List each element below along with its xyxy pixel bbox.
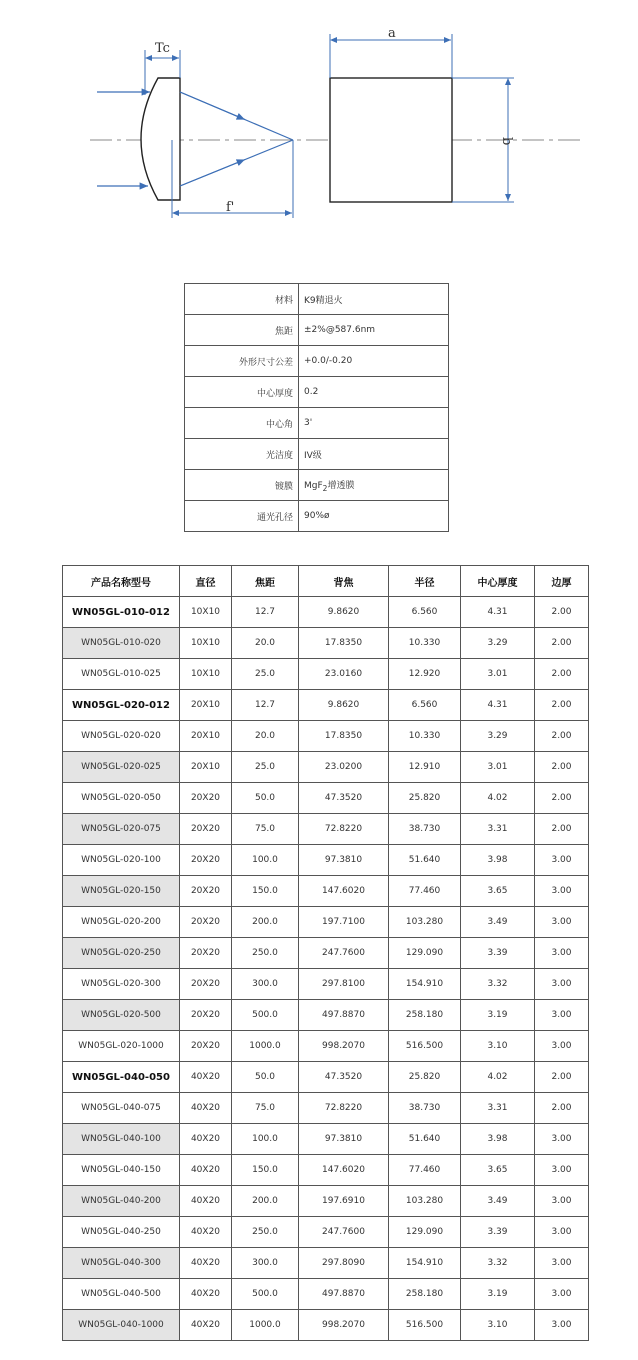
product-table-body bbox=[63, 597, 589, 1341]
table-row bbox=[63, 1124, 589, 1155]
cell-edge-thickness: 2.00 bbox=[535, 628, 589, 659]
cell-edge-thickness: 3.00 bbox=[535, 1000, 589, 1031]
cell-focal-length: 50.0 bbox=[232, 1062, 299, 1093]
cell-model: WN05GL-040-075 bbox=[63, 1093, 180, 1124]
table-row bbox=[63, 1310, 589, 1341]
cell-back-focal: 147.6020 bbox=[299, 876, 389, 907]
cell-edge-thickness: 3.00 bbox=[535, 907, 589, 938]
cell-diameter: 20X20 bbox=[180, 907, 232, 938]
cell-model: WN05GL-010-020 bbox=[63, 628, 180, 659]
cell-edge-thickness: 3.00 bbox=[535, 1279, 589, 1310]
cell-focal-length: 12.7 bbox=[232, 690, 299, 721]
spec-row bbox=[185, 439, 449, 470]
cell-model: WN05GL-020-020 bbox=[63, 721, 180, 752]
cell-diameter: 40X20 bbox=[180, 1062, 232, 1093]
table-row bbox=[63, 814, 589, 845]
cell-edge-thickness: 2.00 bbox=[535, 1093, 589, 1124]
cell-edge-thickness: 3.00 bbox=[535, 845, 589, 876]
cell-back-focal: 72.8220 bbox=[299, 1093, 389, 1124]
spec-value: K9精退火 bbox=[299, 284, 449, 315]
cell-edge-thickness: 2.00 bbox=[535, 814, 589, 845]
cell-diameter: 40X20 bbox=[180, 1217, 232, 1248]
cell-model: WN05GL-020-075 bbox=[63, 814, 180, 845]
cell-focal-length: 20.0 bbox=[232, 721, 299, 752]
cell-edge-thickness: 3.00 bbox=[535, 1124, 589, 1155]
cell-diameter: 40X20 bbox=[180, 1155, 232, 1186]
cell-center-thickness: 3.29 bbox=[461, 721, 535, 752]
cell-model: WN05GL-020-150 bbox=[63, 876, 180, 907]
cell-diameter: 20X10 bbox=[180, 690, 232, 721]
spec-key: 焦距 bbox=[185, 315, 299, 346]
cell-radius: 258.180 bbox=[389, 1279, 461, 1310]
cell-center-thickness: 3.65 bbox=[461, 876, 535, 907]
cell-back-focal: 47.3520 bbox=[299, 1062, 389, 1093]
cell-edge-thickness: 2.00 bbox=[535, 659, 589, 690]
table-row bbox=[63, 659, 589, 690]
cell-focal-length: 250.0 bbox=[232, 938, 299, 969]
cell-center-thickness: 3.32 bbox=[461, 1248, 535, 1279]
spec-key: 材料 bbox=[185, 284, 299, 315]
cell-diameter: 40X20 bbox=[180, 1093, 232, 1124]
table-row bbox=[63, 1062, 589, 1093]
table-row bbox=[63, 1031, 589, 1062]
cell-model: WN05GL-020-050 bbox=[63, 783, 180, 814]
cell-focal-length: 25.0 bbox=[232, 752, 299, 783]
spec-row bbox=[185, 346, 449, 377]
spec-value bbox=[299, 470, 449, 501]
spec-key: 镀膜 bbox=[185, 470, 299, 501]
cell-edge-thickness: 3.00 bbox=[535, 876, 589, 907]
cell-focal-length: 150.0 bbox=[232, 876, 299, 907]
cell-model: WN05GL-010-025 bbox=[63, 659, 180, 690]
cell-center-thickness: 3.29 bbox=[461, 628, 535, 659]
cell-center-thickness: 3.31 bbox=[461, 814, 535, 845]
cell-radius: 154.910 bbox=[389, 969, 461, 1000]
cell-model: WN05GL-020-200 bbox=[63, 907, 180, 938]
cell-edge-thickness: 3.00 bbox=[535, 938, 589, 969]
cell-back-focal: 497.8870 bbox=[299, 1000, 389, 1031]
cell-edge-thickness: 3.00 bbox=[535, 1248, 589, 1279]
cell-edge-thickness: 2.00 bbox=[535, 783, 589, 814]
cell-back-focal: 72.8220 bbox=[299, 814, 389, 845]
cell-back-focal: 197.6910 bbox=[299, 1186, 389, 1217]
cell-back-focal: 17.8350 bbox=[299, 628, 389, 659]
cell-center-thickness: 4.31 bbox=[461, 597, 535, 628]
cell-back-focal: 297.8100 bbox=[299, 969, 389, 1000]
header-center-thickness: 中心厚度 bbox=[461, 566, 535, 597]
cell-back-focal: 47.3520 bbox=[299, 783, 389, 814]
spec-value: +0.0/-0.20 bbox=[299, 346, 449, 377]
spec-key: 外形尺寸公差 bbox=[185, 346, 299, 377]
table-header-row bbox=[63, 566, 589, 597]
cell-edge-thickness: 3.00 bbox=[535, 1155, 589, 1186]
table-row bbox=[63, 1155, 589, 1186]
cell-radius: 258.180 bbox=[389, 1000, 461, 1031]
table-row bbox=[63, 969, 589, 1000]
cell-center-thickness: 3.01 bbox=[461, 752, 535, 783]
cell-model: WN05GL-020-012 bbox=[63, 690, 180, 721]
cell-center-thickness: 3.39 bbox=[461, 938, 535, 969]
cell-model: WN05GL-040-150 bbox=[63, 1155, 180, 1186]
cell-model: WN05GL-020-100 bbox=[63, 845, 180, 876]
cell-model: WN05GL-040-100 bbox=[63, 1124, 180, 1155]
table-row bbox=[63, 907, 589, 938]
header-model: 产品名称型号 bbox=[63, 566, 180, 597]
table-row bbox=[63, 783, 589, 814]
cell-back-focal: 297.8090 bbox=[299, 1248, 389, 1279]
cell-model: WN05GL-010-012 bbox=[63, 597, 180, 628]
cell-back-focal: 998.2070 bbox=[299, 1310, 389, 1341]
cell-back-focal: 97.3810 bbox=[299, 845, 389, 876]
cell-model: WN05GL-020-025 bbox=[63, 752, 180, 783]
cell-back-focal: 23.0160 bbox=[299, 659, 389, 690]
table-row bbox=[63, 1186, 589, 1217]
cell-diameter: 20X10 bbox=[180, 721, 232, 752]
spec-row bbox=[185, 377, 449, 408]
tc-label: Tc bbox=[155, 41, 170, 56]
cell-back-focal: 23.0200 bbox=[299, 752, 389, 783]
cell-focal-length: 150.0 bbox=[232, 1155, 299, 1186]
spec-key: 光洁度 bbox=[185, 439, 299, 470]
cell-focal-length: 500.0 bbox=[232, 1000, 299, 1031]
cell-focal-length: 300.0 bbox=[232, 1248, 299, 1279]
cell-focal-length: 50.0 bbox=[232, 783, 299, 814]
spec-row bbox=[185, 284, 449, 315]
header-focal-length: 焦距 bbox=[232, 566, 299, 597]
focal-label: f' bbox=[226, 200, 235, 215]
cell-model: WN05GL-040-250 bbox=[63, 1217, 180, 1248]
cell-radius: 6.560 bbox=[389, 597, 461, 628]
cell-edge-thickness: 2.00 bbox=[535, 752, 589, 783]
cell-edge-thickness: 2.00 bbox=[535, 690, 589, 721]
cell-center-thickness: 3.19 bbox=[461, 1000, 535, 1031]
cell-diameter: 10X10 bbox=[180, 597, 232, 628]
cell-focal-length: 200.0 bbox=[232, 907, 299, 938]
cell-back-focal: 9.8620 bbox=[299, 597, 389, 628]
cell-diameter: 20X10 bbox=[180, 752, 232, 783]
lens-front-view bbox=[330, 78, 452, 202]
table-row bbox=[63, 597, 589, 628]
cell-center-thickness: 3.19 bbox=[461, 1279, 535, 1310]
table-row bbox=[63, 1248, 589, 1279]
spec-value: 0.2 bbox=[299, 377, 449, 408]
spec-value: IV级 bbox=[299, 439, 449, 470]
cell-back-focal: 998.2070 bbox=[299, 1031, 389, 1062]
cell-diameter: 40X20 bbox=[180, 1186, 232, 1217]
cell-radius: 51.640 bbox=[389, 845, 461, 876]
cell-center-thickness: 3.10 bbox=[461, 1031, 535, 1062]
cell-center-thickness: 3.49 bbox=[461, 907, 535, 938]
cell-model: WN05GL-040-300 bbox=[63, 1248, 180, 1279]
coating-subscript: 2 bbox=[322, 483, 328, 493]
cell-back-focal: 17.8350 bbox=[299, 721, 389, 752]
cell-center-thickness: 3.65 bbox=[461, 1155, 535, 1186]
cell-edge-thickness: 2.00 bbox=[535, 1062, 589, 1093]
spec-key: 通光孔径 bbox=[185, 501, 299, 532]
cell-diameter: 20X20 bbox=[180, 845, 232, 876]
header-radius: 半径 bbox=[389, 566, 461, 597]
cell-edge-thickness: 3.00 bbox=[535, 1310, 589, 1341]
spec-key: 中心角 bbox=[185, 408, 299, 439]
cell-back-focal: 197.7100 bbox=[299, 907, 389, 938]
lens-side-view bbox=[141, 78, 180, 200]
cell-center-thickness: 4.31 bbox=[461, 690, 535, 721]
cell-back-focal: 497.8870 bbox=[299, 1279, 389, 1310]
height-label: b bbox=[499, 137, 514, 146]
header-edge-thickness: 边厚 bbox=[535, 566, 589, 597]
spec-row bbox=[185, 408, 449, 439]
cell-focal-length: 25.0 bbox=[232, 659, 299, 690]
cell-diameter: 20X20 bbox=[180, 783, 232, 814]
table-row bbox=[63, 876, 589, 907]
table-row bbox=[63, 845, 589, 876]
spec-table bbox=[184, 283, 449, 532]
cell-focal-length: 200.0 bbox=[232, 1186, 299, 1217]
cell-center-thickness: 3.98 bbox=[461, 1124, 535, 1155]
spec-row bbox=[185, 501, 449, 532]
cell-radius: 516.500 bbox=[389, 1031, 461, 1062]
cell-diameter: 20X20 bbox=[180, 876, 232, 907]
cell-focal-length: 300.0 bbox=[232, 969, 299, 1000]
cell-back-focal: 97.3810 bbox=[299, 1124, 389, 1155]
cell-radius: 154.910 bbox=[389, 1248, 461, 1279]
cell-model: WN05GL-020-250 bbox=[63, 938, 180, 969]
cell-focal-length: 12.7 bbox=[232, 597, 299, 628]
cell-focal-length: 75.0 bbox=[232, 814, 299, 845]
spec-value: 3' bbox=[299, 408, 449, 439]
cell-edge-thickness: 3.00 bbox=[535, 1186, 589, 1217]
product-table bbox=[62, 565, 589, 1341]
cell-radius: 12.920 bbox=[389, 659, 461, 690]
cell-edge-thickness: 3.00 bbox=[535, 1031, 589, 1062]
header-back-focal: 背焦 bbox=[299, 566, 389, 597]
table-row bbox=[63, 1279, 589, 1310]
cell-diameter: 20X20 bbox=[180, 814, 232, 845]
table-row bbox=[63, 1093, 589, 1124]
cell-focal-length: 100.0 bbox=[232, 1124, 299, 1155]
table-row bbox=[63, 721, 589, 752]
cell-center-thickness: 3.39 bbox=[461, 1217, 535, 1248]
coating-formula: MgF bbox=[304, 480, 323, 491]
lens-diagram bbox=[0, 0, 638, 240]
cell-diameter: 40X20 bbox=[180, 1124, 232, 1155]
cell-focal-length: 75.0 bbox=[232, 1093, 299, 1124]
table-row bbox=[63, 1217, 589, 1248]
spec-row bbox=[185, 315, 449, 346]
cell-model: WN05GL-020-500 bbox=[63, 1000, 180, 1031]
cell-edge-thickness: 2.00 bbox=[535, 721, 589, 752]
cell-radius: 103.280 bbox=[389, 907, 461, 938]
spec-key: 中心厚度 bbox=[185, 377, 299, 408]
cell-radius: 77.460 bbox=[389, 876, 461, 907]
cell-center-thickness: 3.01 bbox=[461, 659, 535, 690]
cell-back-focal: 9.8620 bbox=[299, 690, 389, 721]
cell-diameter: 10X10 bbox=[180, 628, 232, 659]
cell-model: WN05GL-040-1000 bbox=[63, 1310, 180, 1341]
table-row bbox=[63, 1000, 589, 1031]
cell-radius: 38.730 bbox=[389, 1093, 461, 1124]
cell-edge-thickness: 3.00 bbox=[535, 969, 589, 1000]
cell-diameter: 40X20 bbox=[180, 1310, 232, 1341]
cell-diameter: 20X20 bbox=[180, 938, 232, 969]
cell-model: WN05GL-040-200 bbox=[63, 1186, 180, 1217]
width-label: a bbox=[388, 26, 396, 41]
cell-model: WN05GL-020-1000 bbox=[63, 1031, 180, 1062]
cell-radius: 25.820 bbox=[389, 1062, 461, 1093]
cell-back-focal: 247.7600 bbox=[299, 1217, 389, 1248]
cell-back-focal: 247.7600 bbox=[299, 938, 389, 969]
cell-diameter: 40X20 bbox=[180, 1248, 232, 1279]
cell-back-focal: 147.6020 bbox=[299, 1155, 389, 1186]
cell-radius: 12.910 bbox=[389, 752, 461, 783]
cell-radius: 129.090 bbox=[389, 938, 461, 969]
cell-edge-thickness: 3.00 bbox=[535, 1217, 589, 1248]
cell-diameter: 10X10 bbox=[180, 659, 232, 690]
cell-radius: 6.560 bbox=[389, 690, 461, 721]
cell-center-thickness: 4.02 bbox=[461, 1062, 535, 1093]
cell-radius: 516.500 bbox=[389, 1310, 461, 1341]
cell-radius: 129.090 bbox=[389, 1217, 461, 1248]
cell-focal-length: 100.0 bbox=[232, 845, 299, 876]
cell-diameter: 20X20 bbox=[180, 1031, 232, 1062]
header-diameter: 直径 bbox=[180, 566, 232, 597]
table-row bbox=[63, 752, 589, 783]
cell-radius: 25.820 bbox=[389, 783, 461, 814]
table-row bbox=[63, 628, 589, 659]
spec-value: ±2%@587.6nm bbox=[299, 315, 449, 346]
cell-radius: 10.330 bbox=[389, 721, 461, 752]
cell-diameter: 20X20 bbox=[180, 969, 232, 1000]
cell-model: WN05GL-020-300 bbox=[63, 969, 180, 1000]
cell-radius: 10.330 bbox=[389, 628, 461, 659]
spec-value: 90%ø bbox=[299, 501, 449, 532]
cell-model: WN05GL-040-500 bbox=[63, 1279, 180, 1310]
cell-center-thickness: 4.02 bbox=[461, 783, 535, 814]
cell-focal-length: 250.0 bbox=[232, 1217, 299, 1248]
cell-center-thickness: 3.49 bbox=[461, 1186, 535, 1217]
cell-focal-length: 20.0 bbox=[232, 628, 299, 659]
table-row bbox=[63, 938, 589, 969]
table-row bbox=[63, 690, 589, 721]
cell-radius: 103.280 bbox=[389, 1186, 461, 1217]
cell-model: WN05GL-040-050 bbox=[63, 1062, 180, 1093]
coating-suffix: 增透膜 bbox=[327, 480, 355, 491]
cell-radius: 38.730 bbox=[389, 814, 461, 845]
cell-diameter: 20X20 bbox=[180, 1000, 232, 1031]
cell-center-thickness: 3.32 bbox=[461, 969, 535, 1000]
cell-focal-length: 1000.0 bbox=[232, 1031, 299, 1062]
cell-diameter: 40X20 bbox=[180, 1279, 232, 1310]
cell-center-thickness: 3.10 bbox=[461, 1310, 535, 1341]
cell-focal-length: 1000.0 bbox=[232, 1310, 299, 1341]
cell-center-thickness: 3.31 bbox=[461, 1093, 535, 1124]
cell-radius: 77.460 bbox=[389, 1155, 461, 1186]
cell-focal-length: 500.0 bbox=[232, 1279, 299, 1310]
cell-center-thickness: 3.98 bbox=[461, 845, 535, 876]
spec-row bbox=[185, 470, 449, 501]
cell-edge-thickness: 2.00 bbox=[535, 597, 589, 628]
cell-radius: 51.640 bbox=[389, 1124, 461, 1155]
